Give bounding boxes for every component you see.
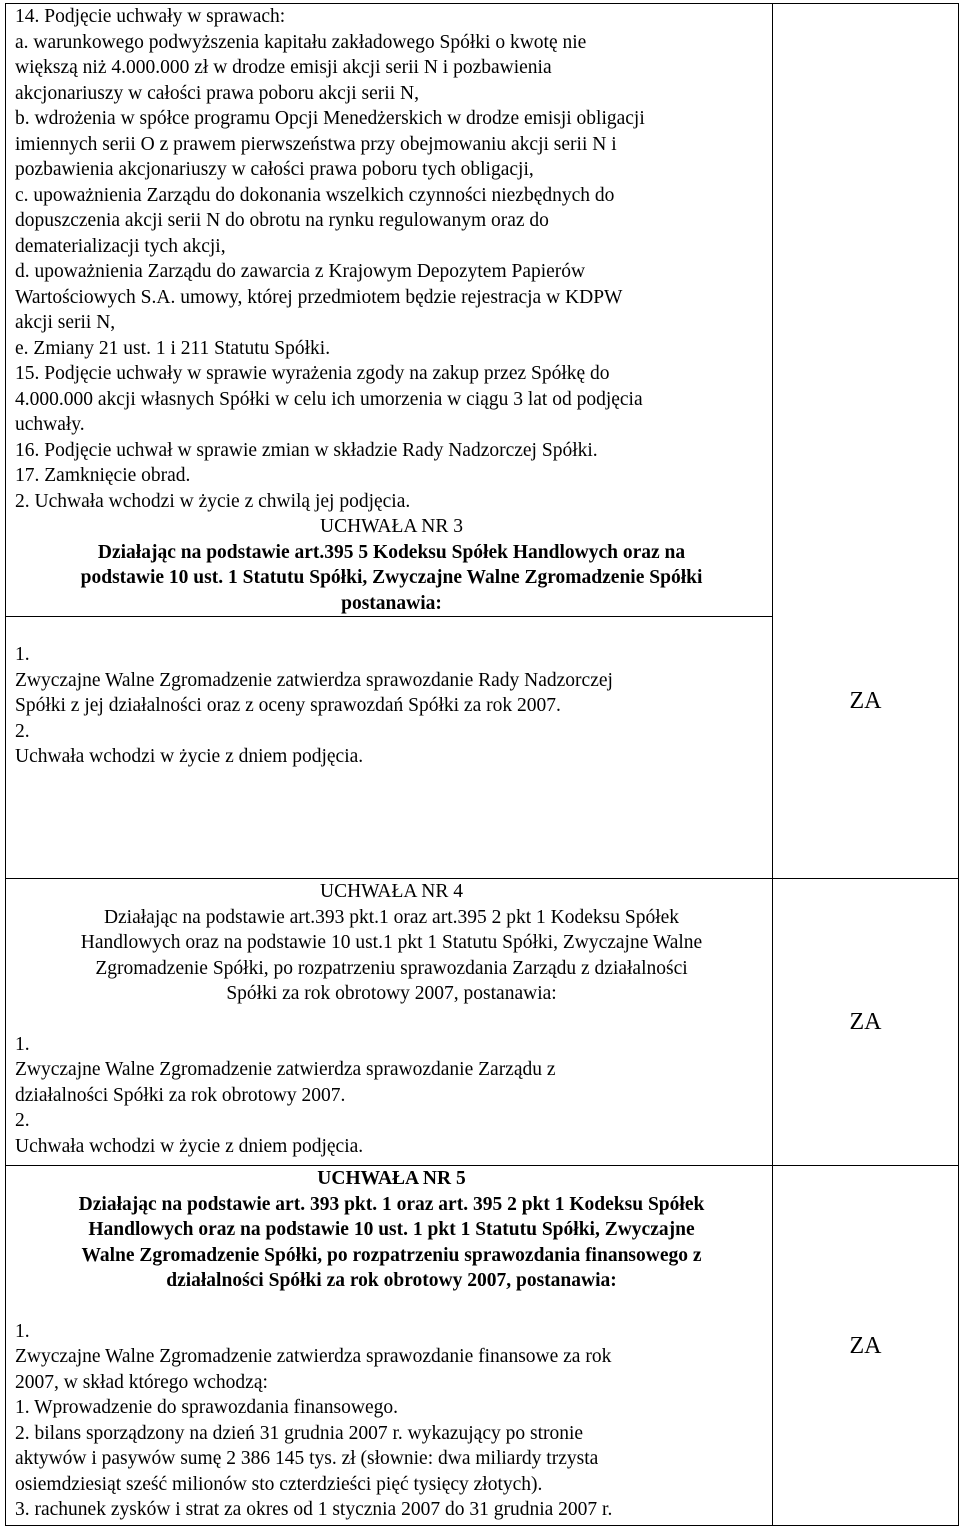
agenda-line: 15. Podjęcie uchwały w sprawie wyrażenia zgody na zakup przez Spółkę do (15, 363, 610, 384)
resolution-5-body-line: 2007, w skład którego wchodzą: (15, 1371, 268, 1393)
resolutions-table (5, 3, 959, 1526)
resolution-5-intro-line: Walne Zgromadzenie Spółki, po rozpatrzeniu sprawozdania finansowego z (81, 1244, 702, 1266)
vote-label: ZA (849, 1009, 882, 1035)
resolution-5-intro-line: działalności Spółki za rok obrotowy 2007, postanawia: (166, 1270, 617, 1291)
agenda-line: d. upoważnienia Zarządu do zawarcia z Krajowym Depozytem Papierów (15, 261, 586, 282)
resolution-5-body-line: 2. bilans sporządzony na dzień 31 grudnia 2007 r. wykazujący po stronie (15, 1422, 584, 1444)
resolution-4-body-line: 2. (15, 1110, 30, 1131)
resolution-5-title: UCHWAŁA NR 5 (317, 1168, 466, 1189)
agenda-line: 2. Uchwała wchodzi w życie z chwilą jej podjęcia. (15, 490, 411, 512)
vote-label: ZA (849, 1332, 882, 1359)
agenda-line: uchwały. (15, 414, 85, 435)
agenda-line: a. warunkowego podwyższenia kapitału zakładowego Spółki o kwotę nie (15, 31, 587, 53)
agenda-line: dopuszczenia akcji serii N do obrotu na rynku regulowanym oraz do (15, 210, 549, 231)
table-row (6, 1166, 959, 1526)
agenda-line: 4.000.000 akcji własnych Spółki w celu ich umorzenia w ciągu 3 lat od podjęcia (15, 388, 643, 410)
agenda-line: 17. Zamknięcie obrad. (15, 465, 191, 486)
resolution-3-body-line: 2. (15, 720, 30, 742)
vote-cell-resolution-3 (773, 4, 959, 879)
resolution-4-intro-line: Działając na podstawie art.393 pkt.1 oraz art.395 2 pkt 1 Kodeksu Spółek (103, 906, 680, 928)
agenda-line: e. Zmiany 21 ust. 1 i 211 Statutu Spółki. (15, 337, 331, 359)
agenda-line: c. upoważnienia Zarządu do dokonania wszelkich czynności niezbędnych do (15, 184, 615, 206)
agenda-line: większą niż 4.000.000 zł w drodze emisji akcji serii N i pozbawienia (15, 57, 552, 78)
resolution-3-body-line: Spółki z jej działalności oraz z oceny sprawozdań Spółki za rok 2007. (15, 695, 561, 716)
resolution-4-cell (6, 879, 773, 1166)
agenda-line: b. wdrożenia w spółce programu Opcji Menedżerskich w drodze emisji obligacji (15, 108, 645, 129)
agenda-text (15, 4, 768, 514)
agenda-line: imiennych serii O z prawem pierwszeństwa przy obejmowaniu akcji serii N i (15, 133, 617, 155)
resolution-5-body-line: osiemdziesiąt sześć milionów sto czterdzieści pięć tysięcy złotych). (15, 1473, 543, 1495)
resolution-5-intro-line: Handlowych oraz na podstawie 10 ust. 1 pkt 1 Statutu Spółki, Zwyczajne (88, 1219, 695, 1240)
resolution-5-body-line: 3. rachunek zysków i strat za okres od 1 stycznia 2007 do 31 grudnia 2007 r. (15, 1499, 613, 1520)
resolution-5-cell (6, 1166, 773, 1526)
resolution-4-intro-line: Zgromadzenie Spółki, po rozpatrzeniu sprawozdania Zarządu z działalności (95, 957, 688, 979)
resolution-5-body-line: 1. (15, 1320, 30, 1342)
agenda-cell (6, 4, 773, 617)
resolution-4-intro-line: Spółki za rok obrotowy 2007, postanawia: (226, 983, 557, 1004)
agenda-line: akcji serii N, (15, 312, 116, 333)
agenda-line: 14. Podjęcie uchwały w sprawach: (15, 6, 286, 27)
agenda-line: 16. Podjęcie uchwał w sprawie zmian w składzie Rady Nadzorczej Spółki. (15, 439, 598, 461)
resolution-3-body-line: 1. (15, 644, 30, 665)
agenda-line: pozbawienia akcjonariuszy w całości prawa poboru tych obligacji, (15, 159, 534, 180)
resolution-3-body-line: Uchwała wchodzi w życie z dniem podjęcia. (15, 746, 364, 767)
resolution-4-title: UCHWAŁA NR 4 (319, 881, 463, 902)
resolution-3-intro-line: postanawia: (341, 592, 442, 614)
resolution-4-body-line: Uchwała wchodzi w życie z dniem podjęcia. (15, 1135, 364, 1157)
agenda-line: Wartościowych S.A. umowy, której przedmiotem będzie rejestracja w KDPW (15, 286, 623, 308)
table-row (6, 879, 959, 1166)
resolution-4-body-line: Zwyczajne Walne Zgromadzenie zatwierdza sprawozdanie Zarządu z (15, 1059, 556, 1080)
table-row (6, 4, 959, 617)
resolution-5-body-line: 1. Wprowadzenie do sprawozdania finansowego. (15, 1397, 399, 1418)
resolution-5-intro-line: Działając na podstawie art. 393 pkt. 1 oraz art. 395 2 pkt 1 Kodeksu Spółek (78, 1193, 705, 1215)
vote-cell-resolution-4 (773, 879, 959, 1166)
resolution-4-body-line: działalności Spółki za rok obrotowy 2007. (15, 1084, 346, 1106)
resolution-3-body-line: Zwyczajne Walne Zgromadzenie zatwierdza sprawozdanie Rady Nadzorczej (15, 669, 613, 691)
agenda-line: dematerializacji tych akcji, (15, 235, 226, 257)
vote-cell-resolution-5 (773, 1166, 959, 1526)
resolution-3-title: UCHWAŁA NR 3 (319, 516, 463, 537)
resolution-3-intro-line: podstawie 10 ust. 1 Statutu Spółki, Zwyczajne Walne Zgromadzenie Spółki (80, 567, 703, 588)
resolution-5-body-line: Zwyczajne Walne Zgromadzenie zatwierdza sprawozdanie finansowe za rok (15, 1346, 612, 1367)
vote-label: ZA (849, 688, 882, 714)
resolution-5-body-line: aktywów i pasywów sumę 2 386 145 tys. zł (słownie: dwa miliardy trzysta (15, 1448, 599, 1469)
resolution-3-intro-line: Działając na podstawie art.395 5 Kodeksu Spółek Handlowych oraz na (97, 541, 686, 563)
document-page (5, 3, 955, 1520)
resolution-3-body-cell (6, 617, 773, 879)
resolution-4-body-line: 1. (15, 1033, 30, 1055)
resolution-4-intro-line: Handlowych oraz na podstawie 10 ust.1 pkt 1 Statutu Spółki, Zwyczajne Walne (80, 932, 703, 953)
agenda-line: akcjonariuszy w całości prawa poboru akcji serii N, (15, 82, 419, 104)
